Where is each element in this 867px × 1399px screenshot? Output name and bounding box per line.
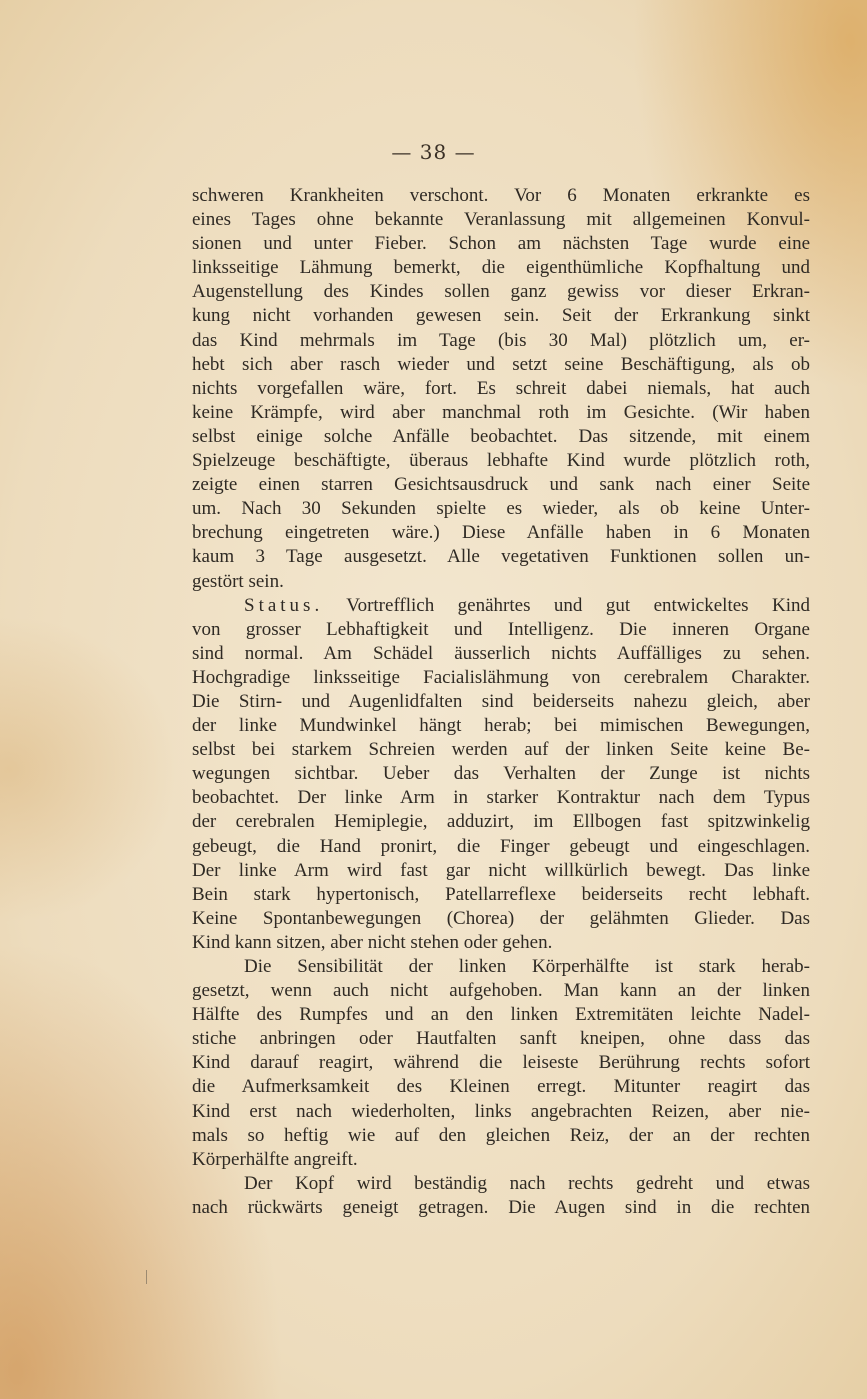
paragraph-head [192,1172,810,1220]
text-line: keine Krämpfe, wird aber manchmal roth im Gesichte. (Wir haben [192,401,810,423]
text-line: linksseitige Lähmung bemerkt, die eigenthümliche Kopfhaltung und [192,257,810,279]
text-line: von grosser Lebhaftigkeit und Intelligenz. Die inneren Organe [192,618,810,640]
text-line: um. Nach 30 Sekunden spielte es wieder, als ob keine Unter- [192,498,810,520]
text-line: der linke Mundwinkel hängt herab; bei mimischen Bewegungen, [192,715,810,737]
text-line: zeigte einen starren Gesichtsausdruck und sank nach einer Seite [192,474,810,496]
text-line: gesetzt, wenn auch nicht aufgehoben. Man kann an der linken [192,980,810,1002]
text-line: Keine Spontanbewegungen (Chorea) der gelähmten Glieder. Das [192,907,810,929]
paragraph-1 [192,184,810,594]
text-line: schweren Krankheiten verschont. Vor 6 Monaten erkrankte es [192,185,810,206]
paragraph-status [192,594,810,955]
text-line: kung nicht vorhanden gewesen sein. Seit der Erkrankung sinkt [192,305,810,327]
text-line: die Aufmerksamkeit des Kleinen erregt. Mitunter reagirt das [192,1076,810,1098]
text-line: Der Kopf wird beständig nach rechts gedreht und etwas [244,1172,810,1194]
text-line: Augenstellung des Kindes sollen ganz gewiss vor dieser Erkran- [192,281,810,303]
text-line: nichts vorgefallen wäre, fort. Es schreit dabei niemals, hat auch [192,377,810,399]
paragraph-sensibility [192,955,810,1172]
text-line: selbst einige solche Anfälle beobachtet. Das sitzende, mit einem [192,425,810,447]
text-line: Bein stark hypertonisch, Patellarreflexe beiderseits recht lebhaft. [192,883,810,905]
text-line-rest: Vortrefflich genährtes und gut entwickeltes Kind [323,594,810,616]
text-line: Kind kann sitzen, aber nicht stehen oder gehen. [192,931,553,953]
text-line: eines Tages ohne bekannte Veranlassung mit allgemeinen Konvul- [192,209,810,231]
text-line: mals so heftig wie auf den gleichen Reiz, der an der rechten [192,1124,810,1146]
text-line: brechung eingetreten wäre.) Diese Anfälle haben in 6 Monaten [192,522,810,544]
text-line: nach rückwärts geneigt getragen. Die Augen sind in die rechten [192,1196,810,1218]
text-line: sionen und unter Fieber. Schon am nächsten Tage wurde eine [192,233,810,255]
text-line [192,594,810,618]
status-heading: Status. [244,594,324,616]
text-line: selbst bei starkem Schreien werden auf der linken Seite keine Be- [192,739,810,761]
margin-mark [146,1270,147,1284]
text-line: Die Stirn- und Augenlidfalten sind beiderseits nahezu gleich, aber [192,690,810,712]
text-line: hebt sich aber rasch wieder und setzt seine Beschäftigung, als ob [192,353,810,375]
text-line: Hälfte des Rumpfes und an den linken Extremitäten leichte Nadel- [192,1004,810,1026]
text-line: sind normal. Am Schädel äusserlich nichts Auffälliges zu sehen. [192,642,810,664]
text-line: beobachtet. Der linke Arm in starker Kontraktur nach dem Typus [192,787,810,809]
body-text [192,184,810,1220]
text-line: Körperhälfte angreift. [192,1148,358,1170]
text-line: das Kind mehrmals im Tage (bis 30 Mal) plötzlich um, er- [192,329,810,351]
text-line: kaum 3 Tage ausgesetzt. Alle vegetativen Funktionen sollen un- [192,546,810,568]
text-line: wegungen sichtbar. Ueber das Verhalten der Zunge ist nichts [192,763,810,785]
text-line: Kind darauf reagirt, während die leiseste Berührung rechts sofort [192,1052,810,1074]
page-number: — 38 — [391,140,476,164]
text-line: Hochgradige linksseitige Facialislähmung von cerebralem Charakter. [192,666,810,688]
text-line: gestört sein. [192,570,284,592]
text-line: stiche anbringen oder Hautfalten sanft kneipen, ohne dass das [192,1028,810,1050]
text-line: der cerebralen Hemiplegie, adduzirt, im Ellbogen fast spitzwinkelig [192,811,810,833]
text-line: Die Sensibilität der linken Körperhälfte ist stark herab- [244,956,810,977]
text-line: Kind erst nach wiederholten, links angebrachten Reizen, aber nie- [192,1100,810,1122]
text-line: gebeugt, die Hand pronirt, die Finger gebeugt und eingeschlagen. [192,835,810,857]
text-line: Der linke Arm wird fast gar nicht willkürlich bewegt. Das linke [192,859,810,881]
text-line: Spielzeuge beschäftigte, überaus lebhafte Kind wurde plötzlich roth, [192,450,810,472]
